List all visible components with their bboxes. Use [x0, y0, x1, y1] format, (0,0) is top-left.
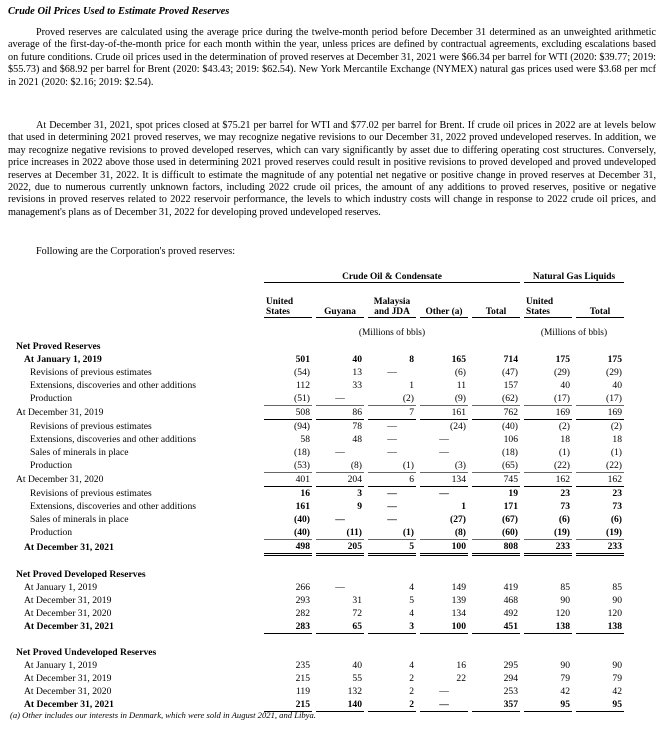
cell-value: 233 — [524, 539, 572, 556]
table-row — [16, 405, 624, 420]
cell-value: 233 — [576, 539, 624, 556]
cell-value: 112 — [295, 379, 310, 391]
cell-value: 4 — [409, 659, 414, 671]
cell-value: — — [387, 487, 397, 499]
row-label: Extensions, discoveries and other additions — [30, 433, 196, 445]
row-label: Production — [30, 526, 73, 538]
cell-value: 42 — [560, 685, 570, 697]
row-label: Revisions of previous estimates — [30, 420, 152, 432]
cell-value: 357 — [472, 698, 520, 712]
cell-value: 40 — [560, 379, 570, 391]
cell-value: 4 — [409, 607, 414, 619]
row-label — [16, 556, 624, 566]
cell-value: 138 — [576, 620, 624, 634]
cell-value: (40) — [294, 526, 310, 538]
cell-value: 157 — [503, 379, 518, 391]
cell-value: 23 — [612, 487, 622, 499]
column-header: United States — [264, 283, 312, 318]
row-label: Net Proved Developed Reserves — [16, 568, 146, 580]
cell-value: 808 — [472, 539, 520, 556]
row-label: At December 31, 2019 — [24, 672, 112, 684]
table-row — [16, 659, 624, 672]
cell-value: (1) — [558, 446, 570, 458]
cell-value: 5 — [409, 594, 414, 606]
cell-value: (17) — [606, 392, 622, 404]
cell-value: 119 — [295, 685, 310, 697]
table-row — [16, 379, 624, 392]
table-row — [16, 500, 624, 513]
cell-value: 204 — [316, 472, 364, 487]
cell-value: — — [439, 433, 449, 445]
section-title: Crude Oil Prices Used to Estimate Proved Reserves — [8, 6, 230, 17]
cell-value: (3) — [454, 459, 466, 471]
units-crude: (Millions of bbls) — [358, 328, 426, 338]
cell-value: — — [387, 500, 397, 512]
cell-value: 40 — [612, 379, 622, 391]
cell-value: (2) — [402, 392, 414, 404]
cell-value: — — [387, 446, 397, 458]
column-header: Other (a) — [420, 283, 468, 318]
table-row — [16, 446, 624, 459]
cell-value: 2 — [409, 672, 414, 684]
cell-value: 73 — [612, 500, 622, 512]
cell-value: 162 — [524, 472, 572, 487]
cell-value: — — [439, 446, 449, 458]
footnote: (a) Other includes our interests in Denmark, which were sold in August 2021, and Libya. — [10, 710, 316, 720]
cell-value: 169 — [524, 405, 572, 420]
cell-value: (22) — [554, 459, 570, 471]
cell-value: (62) — [502, 392, 518, 404]
section-header-row — [16, 566, 624, 581]
cell-value: 33 — [352, 379, 362, 391]
row-label: At January 1, 2019 — [24, 659, 98, 671]
table-row — [16, 607, 624, 620]
cell-value: 215 — [295, 672, 310, 684]
cell-value: (47) — [502, 366, 518, 378]
cell-value: 19 — [508, 487, 518, 499]
column-header: Malaysia and JDA — [368, 283, 416, 318]
cell-value: 73 — [560, 500, 570, 512]
cell-value: — — [335, 581, 345, 593]
proved-reserves-table — [12, 268, 628, 712]
cell-value: 498 — [264, 539, 312, 556]
cell-value: 451 — [472, 620, 520, 634]
cell-value: (8) — [350, 459, 362, 471]
row-label: Production — [30, 459, 73, 471]
cell-value: (51) — [294, 392, 310, 404]
cell-value: 171 — [503, 500, 518, 512]
row-label: Sales of minerals in place — [30, 513, 129, 525]
cell-value: 294 — [503, 672, 518, 684]
cell-value: 401 — [264, 472, 312, 487]
row-label: At December 31, 2020 — [24, 685, 112, 697]
paragraph-pricing: Proved reserves are calculated using the average price during the twelve-month period before December 31 determined as an unweighted arithmetic average of the first-day-of-the-month price for each month within the year, unless prices are defined by contractual agreements, excluding escalations based on future conditions. Crude oil prices used in the determination of proved reserves at December 31, 2021 were $66.34 per barrel for WTI (2020: $39.77; 2019: $55.73) and $68.92 per barrel for Brent (2020: $43.43; 2019: $62.54). New York Mercantile Exchange (NYMEX) natural gas prices used were $3.68 per mcf in 2021 (2020: $2.16; 2019: $2.54). — [8, 27, 656, 88]
cell-value: 100 — [420, 539, 468, 556]
cell-value: 175 — [607, 353, 622, 365]
table-row — [16, 459, 624, 472]
cell-value: 16 — [456, 659, 466, 671]
cell-value: 42 — [612, 685, 622, 697]
cell-value: (9) — [454, 392, 466, 404]
table-row — [16, 539, 624, 556]
row-label: Extensions, discoveries and other additions — [30, 500, 196, 512]
cell-value: 86 — [316, 405, 364, 420]
cell-value: (94) — [294, 420, 310, 432]
cell-value: 90 — [612, 594, 622, 606]
cell-value: — — [387, 366, 397, 378]
cell-value: 6 — [368, 472, 416, 487]
cell-value: (27) — [450, 513, 466, 525]
cell-value: (40) — [294, 513, 310, 525]
cell-value: — — [335, 392, 345, 404]
cell-value: 7 — [368, 405, 416, 420]
row-label: At December 31, 2021 — [24, 621, 114, 632]
cell-value: 90 — [560, 659, 570, 671]
section-header-row — [16, 644, 624, 659]
cell-value: — — [387, 420, 397, 432]
cell-value: (53) — [294, 459, 310, 471]
cell-value: 40 — [352, 353, 362, 365]
table-row — [16, 513, 624, 526]
cell-value: (17) — [554, 392, 570, 404]
cell-value: — — [420, 698, 468, 712]
cell-value: 5 — [368, 539, 416, 556]
cell-value: 48 — [352, 433, 362, 445]
cell-value: 120 — [607, 607, 622, 619]
cell-value: 13 — [352, 366, 362, 378]
cell-value: 58 — [300, 433, 310, 445]
cell-value: 215 — [264, 698, 312, 712]
cell-value: 18 — [560, 433, 570, 445]
row-label: Net Proved Reserves — [16, 340, 101, 352]
row-label: At December 31, 2019 — [16, 406, 104, 418]
table-row — [16, 420, 624, 433]
table-row — [16, 487, 624, 500]
cell-value: 2 — [368, 698, 416, 712]
cell-value: (18) — [294, 446, 310, 458]
row-label: At December 31, 2021 — [24, 699, 114, 710]
cell-value: 165 — [451, 353, 466, 365]
row-label: Revisions of previous estimates — [30, 487, 152, 499]
cell-value: 1 — [461, 500, 466, 512]
cell-value: 72 — [352, 607, 362, 619]
cell-value: (2) — [610, 420, 622, 432]
cell-value: (54) — [294, 366, 310, 378]
cell-value: (24) — [450, 420, 466, 432]
cell-value: 295 — [503, 659, 518, 671]
cell-value: 8 — [409, 353, 414, 365]
cell-value: 419 — [503, 581, 518, 593]
cell-value: 23 — [560, 487, 570, 499]
cell-value: (2) — [558, 420, 570, 432]
row-label: Production — [30, 392, 73, 404]
table-row — [16, 526, 624, 539]
cell-value: 85 — [612, 581, 622, 593]
section-header-row — [16, 338, 624, 353]
cell-value: 90 — [560, 594, 570, 606]
units-ngl: (Millions of bbls) — [540, 328, 608, 338]
cell-value: 132 — [347, 685, 362, 697]
cell-value: (1) — [402, 459, 414, 471]
cell-value: 3 — [368, 620, 416, 634]
cell-value: 283 — [264, 620, 312, 634]
cell-value: 22 — [456, 672, 466, 684]
cell-value: (65) — [502, 459, 518, 471]
cell-value: (18) — [502, 446, 518, 458]
table-row — [16, 353, 624, 366]
cell-value: 138 — [524, 620, 572, 634]
cell-value: 175 — [555, 353, 570, 365]
cell-value: 120 — [555, 607, 570, 619]
cell-value: 282 — [295, 607, 310, 619]
cell-value: (6) — [610, 513, 622, 525]
cell-value: 162 — [576, 472, 624, 487]
cell-value: (22) — [606, 459, 622, 471]
cell-value: (67) — [502, 513, 518, 525]
cell-value: (40) — [502, 420, 518, 432]
cell-value: 253 — [503, 685, 518, 697]
cell-value: 139 — [451, 594, 466, 606]
cell-value: (1) — [402, 526, 414, 538]
column-header: Guyana — [316, 283, 364, 318]
cell-value: (1) — [610, 446, 622, 458]
table-row — [16, 366, 624, 379]
cell-value: 140 — [316, 698, 364, 712]
cell-value: 161 — [420, 405, 468, 420]
cell-value: 85 — [560, 581, 570, 593]
column-header: United States — [524, 283, 572, 318]
cell-value: (19) — [554, 526, 570, 538]
cell-value: 79 — [560, 672, 570, 684]
cell-value: 78 — [352, 420, 362, 432]
cell-value: — — [387, 513, 397, 525]
cell-value: (19) — [606, 526, 622, 538]
table-row — [16, 685, 624, 698]
cell-value: (8) — [454, 526, 466, 538]
cell-value: 293 — [295, 594, 310, 606]
table-row — [16, 472, 624, 487]
cell-value: 55 — [352, 672, 362, 684]
row-label: Sales of minerals in place — [30, 446, 129, 458]
row-label: At January 1, 2019 — [24, 353, 102, 365]
column-header: Total — [472, 283, 520, 318]
cell-value: (6) — [454, 366, 466, 378]
cell-value: 161 — [295, 500, 310, 512]
cell-value: 235 — [295, 659, 310, 671]
row-label: At December 31, 2020 — [16, 473, 104, 485]
cell-value: 169 — [576, 405, 624, 420]
cell-value: 31 — [352, 594, 362, 606]
table-row — [16, 594, 624, 607]
cell-value: (60) — [502, 526, 518, 538]
cell-value: 16 — [300, 487, 310, 499]
cell-value: — — [387, 433, 397, 445]
cell-value: 90 — [612, 659, 622, 671]
row-label — [16, 634, 624, 644]
cell-value: 745 — [472, 472, 520, 487]
row-label: At December 31, 2021 — [24, 541, 114, 553]
cell-value: 18 — [612, 433, 622, 445]
group-header-ngl: Natural Gas Liquids — [524, 268, 624, 283]
cell-value: 468 — [503, 594, 518, 606]
table-row — [16, 556, 624, 566]
paragraph-spot-prices: At December 31, 2021, spot prices closed at $75.21 per barrel for WTI and $77.02 per barrel for Brent. If crude oil prices in 2022 are at levels below that used in determining 2021 proved reserves, we may recognize negative revisions to our December 31, 2022 proved undeveloped reserves. In addition, we may recognize negative revisions to proved developed reserves, which can vary significantly by asset due to differing operating cost structures. Conversely, price increases in 2022 above those used in determining 2021 proved reserves could result in positive revisions to proved developed and proved undeveloped reserves at December 31, 2022. It is difficult to estimate the magnitude of any potential net negative or positive change in proved reserves at December 31, 2022, due to numerous currently unknown factors, including 2022 crude oil prices, the amount of any additions to proved reserves, positive or negative revisions in proved reserves related to 2022 reservoir performance, the levels to which industry costs will change in response to 2022 crude oil prices, and management's plans as of December 31, 2022 for developing proved undeveloped reserves. — [8, 120, 656, 218]
cell-value: — — [335, 513, 345, 525]
row-label: Extensions, discoveries and other additions — [30, 379, 196, 391]
cell-value: 762 — [472, 405, 520, 420]
cell-value: 205 — [316, 539, 364, 556]
cell-value: (29) — [554, 366, 570, 378]
cell-value: 95 — [524, 698, 572, 712]
row-label: Net Proved Undeveloped Reserves — [16, 646, 157, 658]
cell-value: 149 — [451, 581, 466, 593]
table-row — [16, 672, 624, 685]
cell-value: 106 — [503, 433, 518, 445]
cell-value: 11 — [456, 379, 466, 391]
table-row — [16, 433, 624, 446]
cell-value: 2 — [409, 685, 414, 697]
table-row — [16, 581, 624, 594]
cell-value: (29) — [606, 366, 622, 378]
cell-value: — — [439, 685, 449, 697]
cell-value: 492 — [503, 607, 518, 619]
cell-value: 100 — [420, 620, 468, 634]
cell-value: (11) — [346, 526, 362, 538]
cell-value: 65 — [316, 620, 364, 634]
cell-value: 134 — [451, 607, 466, 619]
table-row — [16, 620, 624, 634]
cell-value: 4 — [409, 581, 414, 593]
row-label: At January 1, 2019 — [24, 581, 98, 593]
cell-value: — — [439, 487, 449, 499]
cell-value: 714 — [503, 353, 518, 365]
paragraph-intro: Following are the Corporation's proved reserves: — [36, 246, 236, 257]
cell-value: 508 — [264, 405, 312, 420]
table-row — [16, 392, 624, 405]
row-label: At December 31, 2020 — [24, 607, 112, 619]
cell-value: — — [335, 446, 345, 458]
cell-value: 134 — [420, 472, 468, 487]
column-header: Total — [576, 283, 624, 318]
group-header-crude: Crude Oil & Condensate — [264, 268, 520, 283]
cell-value: (6) — [558, 513, 570, 525]
cell-value: 501 — [295, 353, 310, 365]
cell-value: 9 — [357, 500, 362, 512]
row-label: Revisions of previous estimates — [30, 366, 152, 378]
cell-value: 79 — [612, 672, 622, 684]
cell-value: 95 — [576, 698, 624, 712]
cell-value: 40 — [352, 659, 362, 671]
cell-value: 3 — [357, 487, 362, 499]
cell-value: 266 — [295, 581, 310, 593]
cell-value: 1 — [409, 379, 414, 391]
table-row — [16, 634, 624, 644]
row-label: At December 31, 2019 — [24, 594, 112, 606]
